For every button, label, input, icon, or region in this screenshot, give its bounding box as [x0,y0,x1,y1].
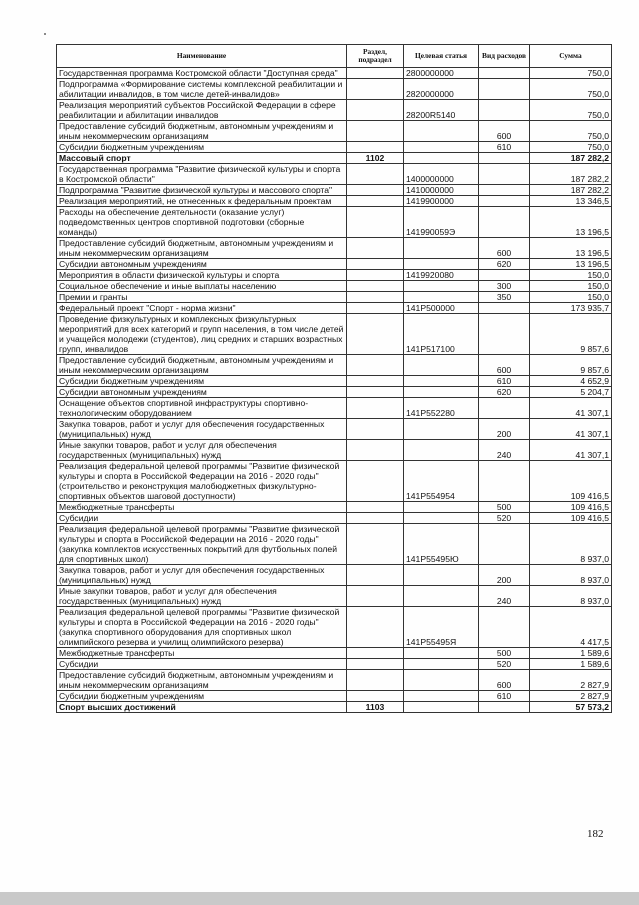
table-row [57,659,612,670]
row-kind: 200 [479,419,530,440]
row-sum: 187 282,2 [530,153,612,164]
row-article [404,153,479,164]
row-kind: 500 [479,502,530,513]
row-sum: 1 589,6 [530,648,612,659]
row-section [347,648,404,659]
row-name: Государственная программа "Развитие физической культуры и спорта в Костромской области" [57,164,347,185]
row-name: Предоставление субсидий бюджетным, автономным учреждениям и иным некоммерческим организациям [57,670,347,691]
row-name: Реализация федеральной целевой программы "Развитие физической культуры и спорта в Российской Федерации на 2016 - 2020 годы" (строительство и реконструкция малобюджетных физкультурно-спортивных объектов шаговой доступности) [57,461,347,502]
table-row [57,398,612,419]
row-article [404,376,479,387]
row-kind [479,314,530,355]
row-kind: 240 [479,586,530,607]
row-sum: 13 346,5 [530,196,612,207]
row-sum: 57 573,2 [530,702,612,713]
row-kind: 610 [479,691,530,702]
row-article: 141990059Э [404,207,479,238]
row-sum: 173 935,7 [530,303,612,314]
row-sum: 1 589,6 [530,659,612,670]
row-article: 141Р517100 [404,314,479,355]
row-section [347,461,404,502]
row-kind [479,607,530,648]
row-name: Субсидии [57,513,347,524]
row-article [404,355,479,376]
row-article [404,292,479,303]
row-name: Реализация мероприятий субъектов Российской Федерации в сфере реабилитации и абилитации инвалидов [57,100,347,121]
row-kind: 520 [479,659,530,670]
row-article [404,121,479,142]
row-section [347,292,404,303]
row-kind [479,524,530,565]
row-name: Расходы на обеспечение деятельности (оказание услуг) подведомственных центров спортивной подготовки (сборные команды) [57,207,347,238]
row-kind [479,68,530,79]
row-name: Мероприятия в области физической культуры и спорта [57,270,347,281]
row-article: 141Р554954 [404,461,479,502]
row-sum: 13 196,5 [530,207,612,238]
table-row [57,502,612,513]
row-kind [479,461,530,502]
row-article [404,670,479,691]
row-sum: 4 417,5 [530,607,612,648]
table-row [57,586,612,607]
row-sum: 13 196,5 [530,259,612,270]
table-row [57,142,612,153]
row-sum: 9 857,6 [530,314,612,355]
row-sum: 41 307,1 [530,419,612,440]
row-name: Закупка товаров, работ и услуг для обеспечения государственных (муниципальных) нужд [57,565,347,586]
row-section [347,376,404,387]
row-kind [479,100,530,121]
table-row [57,238,612,259]
row-section [347,68,404,79]
row-section [347,387,404,398]
table-row [57,461,612,502]
row-name: Иные закупки товаров, работ и услуг для обеспечения государственных (муниципальных) нужд [57,586,347,607]
row-name: Межбюджетные трансферты [57,502,347,513]
row-sum: 8 937,0 [530,565,612,586]
table-row [57,207,612,238]
row-section [347,524,404,565]
row-article: 28200R5140 [404,100,479,121]
row-sum: 13 196,5 [530,238,612,259]
row-name: Социальное обеспечение и иные выплаты населению [57,281,347,292]
row-name: Подпрограмма «Формирование системы комплексной реабилитации и абилитации инвалидов, в том числе детей-инвалидов» [57,79,347,100]
row-section [347,238,404,259]
row-kind: 600 [479,355,530,376]
row-name: Предоставление субсидий бюджетным, автономным учреждениям и иным некоммерческим организациям [57,121,347,142]
row-sum: 187 282,2 [530,185,612,196]
row-name: Субсидии бюджетным учреждениям [57,376,347,387]
row-kind [479,196,530,207]
table-row [57,607,612,648]
row-section [347,398,404,419]
row-section [347,259,404,270]
row-name: Массовый спорт [57,153,347,164]
row-kind: 600 [479,121,530,142]
row-name: Предоставление субсидий бюджетным, автономным учреждениям и иным некоммерческим организациям [57,355,347,376]
row-article [404,659,479,670]
row-kind [479,185,530,196]
row-name: Субсидии бюджетным учреждениям [57,691,347,702]
header-row [57,45,612,68]
row-section [347,100,404,121]
row-sum: 2 827,9 [530,670,612,691]
table-row [57,79,612,100]
row-name: Подпрограмма "Развитие физической культуры и массового спорта" [57,185,347,196]
row-sum: 109 416,5 [530,502,612,513]
row-name: Иные закупки товаров, работ и услуг для обеспечения государственных (муниципальных) нужд [57,440,347,461]
row-kind [479,153,530,164]
row-section: 1103 [347,702,404,713]
row-sum: 8 937,0 [530,524,612,565]
row-article: 1419900000 [404,196,479,207]
table-row [57,440,612,461]
row-article [404,259,479,270]
row-article [404,281,479,292]
row-sum: 41 307,1 [530,440,612,461]
row-name: Субсидии автономным учреждениям [57,259,347,270]
row-section [347,207,404,238]
table-row [57,270,612,281]
row-sum: 9 857,6 [530,355,612,376]
row-name: Субсидии автономным учреждениям [57,387,347,398]
row-sum: 750,0 [530,79,612,100]
table-row [57,670,612,691]
row-section [347,586,404,607]
table-row [57,419,612,440]
row-section [347,314,404,355]
row-section [347,142,404,153]
row-kind [479,702,530,713]
row-section [347,607,404,648]
row-article [404,702,479,713]
row-article [404,142,479,153]
row-article [404,419,479,440]
table-row [57,565,612,586]
row-sum: 4 652,9 [530,376,612,387]
row-section [347,79,404,100]
table-row [57,524,612,565]
row-section [347,502,404,513]
row-section [347,303,404,314]
header-section: Раздел, подраздел [347,45,404,68]
row-kind: 610 [479,376,530,387]
row-article: 1400000000 [404,164,479,185]
row-section: 1102 [347,153,404,164]
row-name: Реализация федеральной целевой программы "Развитие физической культуры и спорта в Российской Федерации на 2016 - 2020 годы" (закупка комплектов искусственных покрытий для футбольных полей для спортивных школ) [57,524,347,565]
row-kind [479,303,530,314]
row-sum: 5 204,7 [530,387,612,398]
row-sum: 150,0 [530,292,612,303]
header-kind: Вид расходов [479,45,530,68]
table-row [57,100,612,121]
budget-table [56,44,612,713]
table-row [57,68,612,79]
table-row [57,702,612,713]
row-name: Субсидии [57,659,347,670]
row-kind: 600 [479,670,530,691]
table-row [57,121,612,142]
row-article: 1419920080 [404,270,479,281]
table-body [57,68,612,713]
row-article [404,238,479,259]
row-kind [479,398,530,419]
table-row [57,185,612,196]
row-kind: 300 [479,281,530,292]
row-section [347,355,404,376]
row-section [347,659,404,670]
row-name: Проведение физкультурных и комплексных физкультурных мероприятий для всех категорий и групп населения, в том числе детей и учащейся молодежи (студентов), лиц средних и старших возрастных групп, инвалидов [57,314,347,355]
row-sum: 109 416,5 [530,513,612,524]
row-kind: 520 [479,513,530,524]
row-name: Межбюджетные трансферты [57,648,347,659]
row-sum: 8 937,0 [530,586,612,607]
row-name: Премии и гранты [57,292,347,303]
row-kind: 350 [479,292,530,303]
row-kind [479,207,530,238]
row-article [404,513,479,524]
row-kind: 620 [479,259,530,270]
row-name: Закупка товаров, работ и услуг для обеспечения государственных (муниципальных) нужд [57,419,347,440]
header-sum: Сумма [530,45,612,68]
row-article: 1410000000 [404,185,479,196]
row-sum: 150,0 [530,270,612,281]
row-section [347,270,404,281]
row-article: 141Р55495Ю [404,524,479,565]
row-sum: 187 282,2 [530,164,612,185]
row-article [404,387,479,398]
row-kind: 240 [479,440,530,461]
row-name: Государственная программа Костромской области "Доступная среда" [57,68,347,79]
row-section [347,419,404,440]
row-section [347,440,404,461]
row-section [347,281,404,292]
row-article: 2820000000 [404,79,479,100]
row-kind: 600 [479,238,530,259]
row-name: Спорт высших достижений [57,702,347,713]
table-row [57,691,612,702]
row-name: Реализация федеральной целевой программы "Развитие физической культуры и спорта в Российской Федерации на 2016 - 2020 годы" (закупка спортивного оборудования для спортивных школ олимпийского резерва и училищ олимпийского резерва) [57,607,347,648]
row-sum: 750,0 [530,100,612,121]
table-row [57,281,612,292]
row-article: 2800000000 [404,68,479,79]
row-article [404,440,479,461]
row-name: Предоставление субсидий бюджетным, автономным учреждениям и иным некоммерческим организациям [57,238,347,259]
row-sum: 41 307,1 [530,398,612,419]
row-article [404,502,479,513]
scan-bottom-edge [0,892,639,905]
table-row [57,303,612,314]
row-article: 141Р552280 [404,398,479,419]
row-name: Реализация мероприятий, не отнесенных к федеральным проектам [57,196,347,207]
table-row [57,387,612,398]
page-number: 182 [587,828,604,840]
row-section [347,691,404,702]
row-section [347,196,404,207]
row-sum: 750,0 [530,142,612,153]
row-section [347,185,404,196]
row-section [347,513,404,524]
row-article [404,586,479,607]
row-article [404,691,479,702]
row-name: Оснащение объектов спортивной инфраструктуры спортивно-технологическим оборудованием [57,398,347,419]
row-section [347,121,404,142]
table-row [57,196,612,207]
row-sum: 750,0 [530,68,612,79]
table-row [57,164,612,185]
row-article [404,648,479,659]
row-article [404,565,479,586]
row-kind: 610 [479,142,530,153]
table-row [57,513,612,524]
row-article: 141Р55495Я [404,607,479,648]
row-kind [479,164,530,185]
row-section [347,164,404,185]
row-kind: 200 [479,565,530,586]
table-row [57,153,612,164]
row-kind [479,270,530,281]
header-article: Целевая статья [404,45,479,68]
row-section [347,565,404,586]
row-name: Федеральный проект "Спорт - норма жизни" [57,303,347,314]
row-article: 141Р500000 [404,303,479,314]
table-row [57,259,612,270]
table-header [57,45,612,68]
row-kind [479,79,530,100]
table-row [57,376,612,387]
table-row [57,355,612,376]
row-kind: 500 [479,648,530,659]
row-section [347,670,404,691]
table-row [57,314,612,355]
row-sum: 750,0 [530,121,612,142]
row-sum: 150,0 [530,281,612,292]
row-sum: 2 827,9 [530,691,612,702]
row-name: Субсидии бюджетным учреждениям [57,142,347,153]
header-name: Наименование [57,45,347,68]
row-sum: 109 416,5 [530,461,612,502]
row-kind: 620 [479,387,530,398]
table-row [57,648,612,659]
table-row [57,292,612,303]
scan-speck [44,33,46,35]
